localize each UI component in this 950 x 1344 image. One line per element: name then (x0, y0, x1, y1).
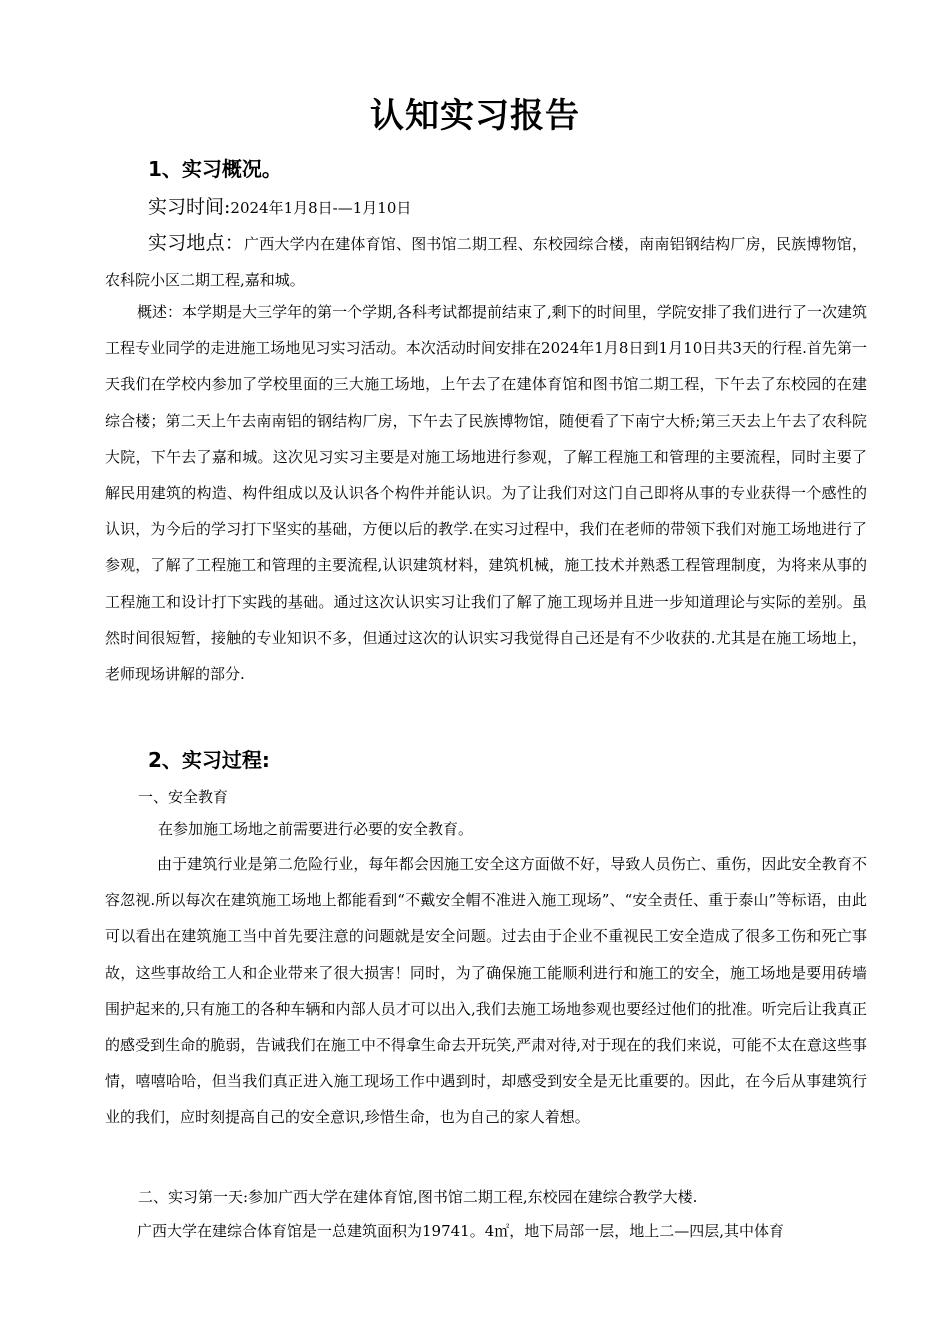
overview-text: 概述：本学期是大三学年的第一个学期,各科考试都提前结束了,剩下的时间里，学院安排了我们进行了一次建筑工程专业同学的走进施工场地见习实习活动。本次活动时间安排在2024年1月8日到1月10日共3天的行程.首先第一天我们在学校内参加了学校里面的三大施工场地，上午去了在建体育馆和图书馆二期工程，下午去了东校园的在建综合楼；第二天上午去南南铝的钢结构厂房，下午去了民族博物馆，随便看了下南宁大桥;第三天去上午去了农科院大院，下午去了嘉和城。这次见习实习主要是对施工场地进行参观，了解工程施工和管理的主要流程，同时主要了解民用建筑的构造、构件组成以及认识各个构件并能认识。为了让我们对这门自己即将从事的专业获得一个感性的认识，为今后的学习打下坚实的基础，方便以后的教学.在实习过程中，我们在老师的带领下我们对施工场地进行了参观，了解了工程施工和管理的主要流程,认识建筑材料，建筑机械，施工技术并熟悉工程管理制度，为将来从事的工程施工和设计打下实践的基础。通过这次认识实习让我们了解了施工现场并且进一步知道理论与实际的差别。虽然时间很短暂，接触的专业知识不多，但通过这次的认识实习我觉得自己还是有不少收获的.尤其是在施工场地上，老师现场讲解的部分. (105, 303, 867, 684)
safety-education-heading: 一、安全教育 (138, 788, 229, 806)
safety-education-text: 由于建筑行业是第二危险行业，每年都会因施工安全这方面做不好，导致人员伤亡、重伤，因此安全教育不容忽视.所以每次在建筑施工场地上都能看到“不戴安全帽不准进入施工现场”、“安全责任、重于泰山”等标语，由此可以看出在建筑施工当中首先要注意的问题就是安全问题。过去由于企业不重视民工安全造成了很多工伤和死亡事故，这些事故给工人和企业带来了很大损害！同时，为了确保施工能顺利进行和施工的安全，施工场地是要用砖墙围护起来的,只有施工的各种车辆和内部人员才可以出入,我们去施工场地参观也要经过他们的批准。听完后让我真正的感受到生命的脆弱，告诫我们在施工中不得拿生命去开玩笑,严肃对待,对于现在的我们来说，可能不太在意这些事情，嘻嘻哈哈，但当我们真正进入施工现场工作中遇到时，却感受到安全是无比重要的。因此，在今后从事建筑行业的我们，应时刻提高自己的安全意识,珍惜生命，也为自己的家人着想。 (105, 855, 867, 1127)
document-title: 认知实习报告 (370, 96, 580, 136)
overview-paragraph (105, 294, 867, 692)
safety-education-paragraph (105, 846, 867, 1136)
day-one-text: 广西大学在建综合体育馆是一总建筑面积为19741。4㎡，地下局部一层，地上二—四层,其中体育 (137, 1222, 785, 1240)
day-one-paragraph (105, 1213, 867, 1253)
internship-place-value: 广西大学内在建体育馆、图书馆二期工程、东校园综合楼，南南铝钢结构厂房，民族博物馆，农科院小区二期工程,嘉和城。 (105, 235, 867, 290)
safety-education-intro: 在参加施工场地之前需要进行必要的安全教育。 (158, 820, 474, 838)
section-heading-process: 2、实习过程: (148, 748, 270, 772)
internship-time (148, 192, 411, 219)
day-one-heading: 二、实习第一天:参加广西大学在建体育馆,图书馆二期工程,东校园在建综合教学大楼. (138, 1188, 698, 1206)
internship-time-value: 2024年1月8日-—1月10日 (230, 199, 412, 217)
internship-time-label: 实习时间: (148, 196, 231, 218)
internship-place-label: 实习地点： (148, 232, 244, 254)
section-heading-overview: 1、实习概况。 (148, 157, 282, 181)
internship-place (105, 225, 867, 298)
